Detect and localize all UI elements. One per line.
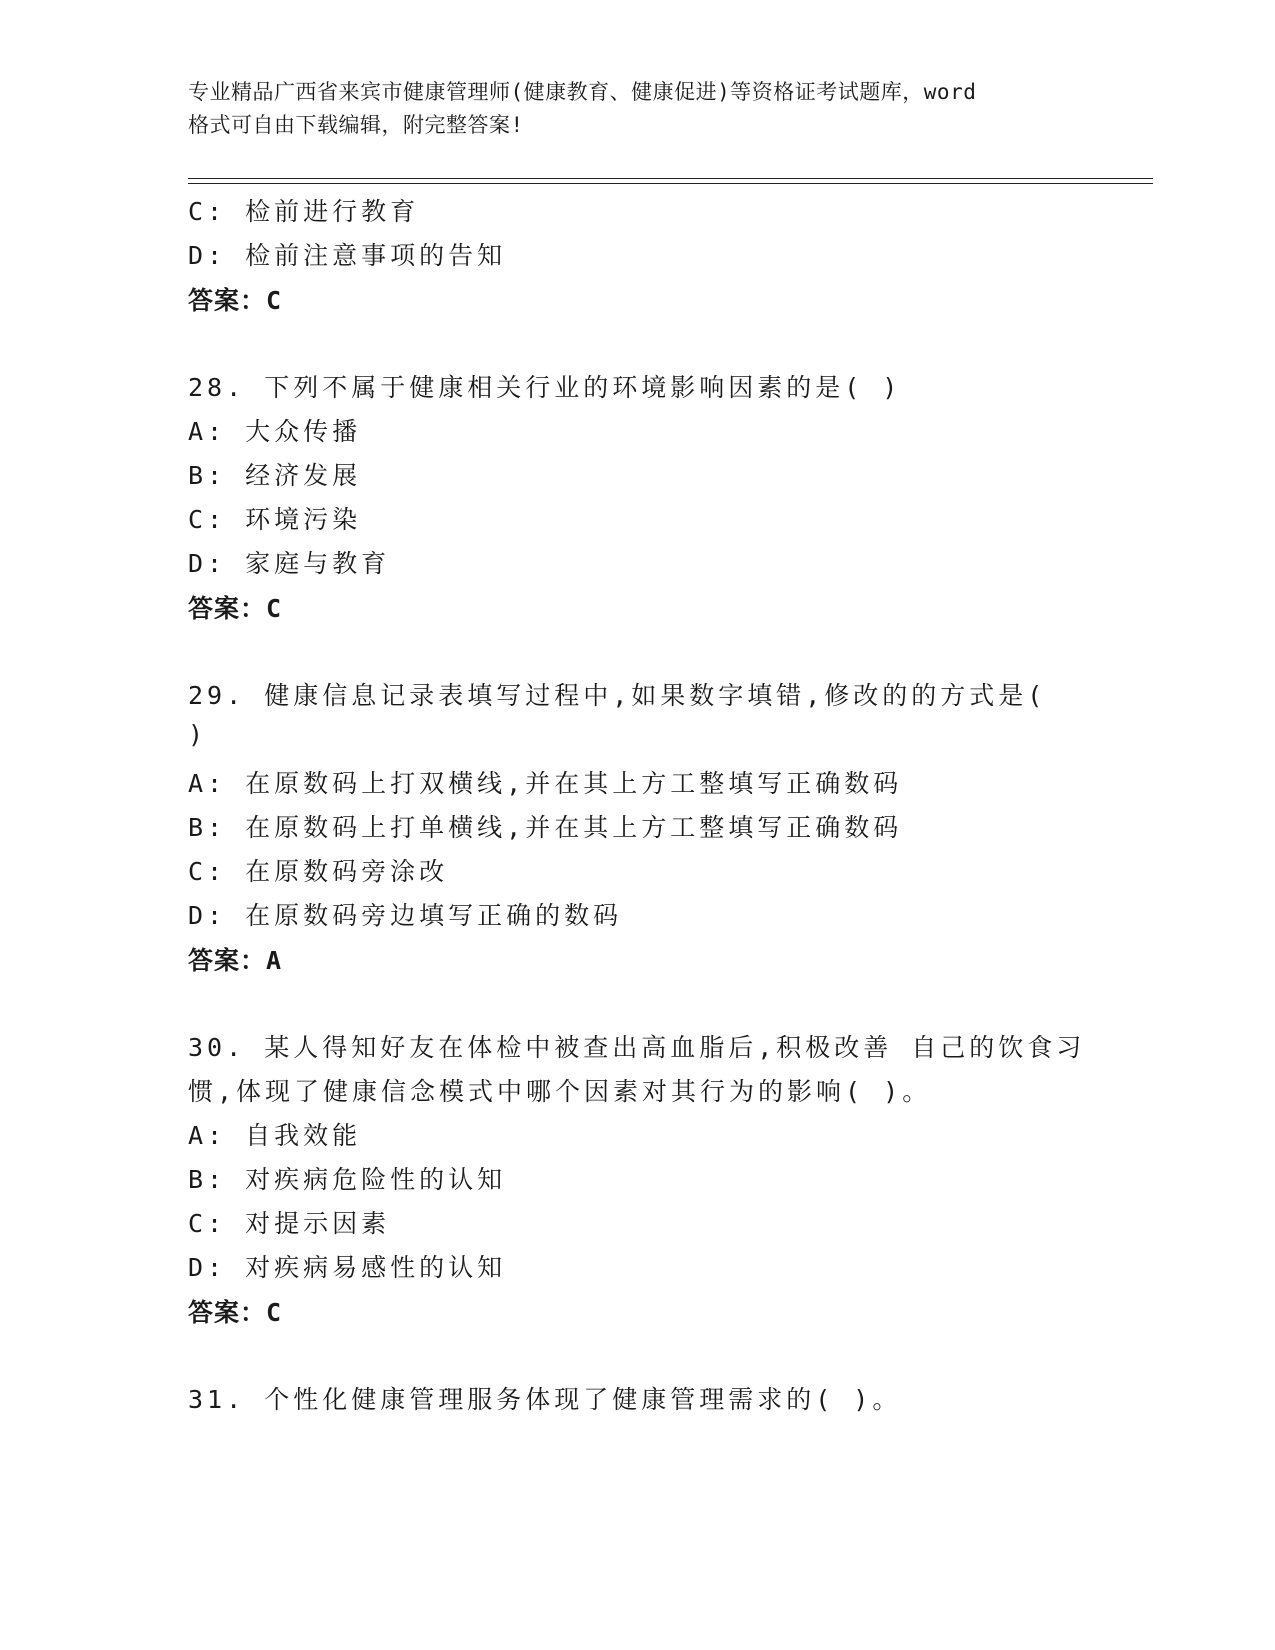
q28-option-c: C: 环境污染 xyxy=(188,505,362,534)
q29-answer: 答案：A xyxy=(188,946,283,975)
q28-option-b: B: 经济发展 xyxy=(188,461,362,490)
header-line-2: 格式可自由下载编辑，附完整答案! xyxy=(188,113,524,137)
q30-option-d: D: 对疾病易感性的认知 xyxy=(188,1253,507,1282)
q30-option-b: B: 对疾病危险性的认知 xyxy=(188,1165,507,1194)
q29-stem-line-2: ) xyxy=(188,720,208,749)
prev-answer: 答案：C xyxy=(188,286,283,315)
q29-option-b: B: 在原数码上打单横线,并在其上方工整填写正确数码 xyxy=(188,813,903,842)
q28-answer: 答案：C xyxy=(188,594,283,623)
q28-option-a: A: 大众传播 xyxy=(188,417,362,446)
header-rule-top xyxy=(188,178,1153,179)
prev-option-c: C: 检前进行教育 xyxy=(188,197,420,226)
header-line-1: 专业精品广西省来宾市健康管理师(健康教育、健康促进)等资格证考试题库，word xyxy=(188,80,977,104)
document-header xyxy=(188,76,1088,142)
header-rule-bottom xyxy=(188,183,1153,184)
q29-option-a: A: 在原数码上打双横线,并在其上方工整填写正确数码 xyxy=(188,769,903,798)
q28-stem: 28. 下列不属于健康相关行业的环境影响因素的是( ) xyxy=(188,373,902,402)
q29-option-d: D: 在原数码旁边填写正确的数码 xyxy=(188,901,623,930)
q29-stem-line-1: 29. 健康信息记录表填写过程中,如果数字填错,修改的的方式是( xyxy=(188,681,1047,710)
q30-option-c: C: 对提示因素 xyxy=(188,1209,391,1238)
q28-option-d: D: 家庭与教育 xyxy=(188,549,391,578)
q30-stem-line-1: 30. 某人得知好友在体检中被查出高血脂后,积极改善 自己的饮食习 xyxy=(188,1033,1086,1062)
q31-stem: 31. 个性化健康管理服务体现了健康管理需求的( )。 xyxy=(188,1385,902,1414)
q29-option-c: C: 在原数码旁涂改 xyxy=(188,857,449,886)
q30-answer: 答案：C xyxy=(188,1298,283,1327)
q30-option-a: A: 自我效能 xyxy=(188,1121,362,1150)
prev-option-d: D: 检前注意事项的告知 xyxy=(188,241,507,270)
q30-stem-line-2: 惯,体现了健康信念模式中哪个因素对其行为的影响( )。 xyxy=(188,1077,932,1106)
